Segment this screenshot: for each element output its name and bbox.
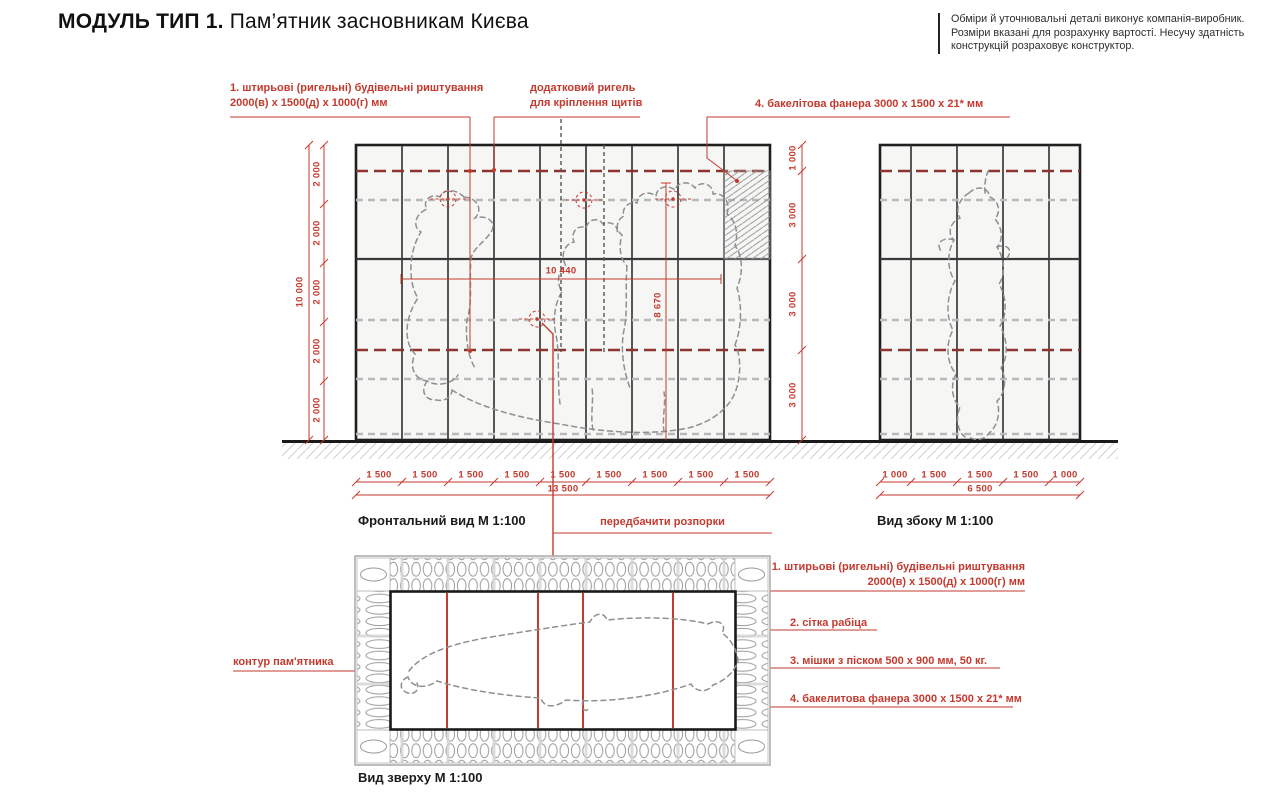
dim-label: 1 000 — [1052, 469, 1078, 481]
module-type-label: МОДУЛЬ ТИП 1. — [58, 10, 224, 33]
callout-scaffold — [230, 81, 483, 111]
dim-label: 1 500 — [734, 469, 760, 481]
note-line: конструкцій розраховує конструктор. — [951, 40, 1135, 52]
dim-label: 1 500 — [596, 469, 622, 481]
top-view-title: Вид зверху М 1:100 — [358, 770, 483, 785]
dim-label: 2 000 — [311, 220, 323, 246]
callout-plywood: 4. бакелітова фанера 3000 x 1500 x 21* мм — [755, 98, 984, 110]
front-view-title: Фронтальний вид М 1:100 — [358, 513, 526, 528]
dim-label: 1 500 — [967, 469, 993, 481]
dim-label: 1 000 — [787, 145, 799, 171]
top-callout-1 — [700, 560, 1025, 590]
plywood-panel — [724, 171, 770, 259]
ground — [282, 442, 1118, 460]
top-callout-2: 2. сітка рабіца — [790, 617, 868, 629]
dim-label: 1 500 — [921, 469, 947, 481]
callout-contour: контур пам'ятника — [233, 656, 334, 668]
front-view — [356, 119, 770, 440]
dim-label: 1 500 — [688, 469, 714, 481]
note-line: Обміри й уточнювальні деталі виконує компанія-виробник. — [951, 13, 1245, 25]
top-callout-1-line1: 1. штирьові (ригельні) будівельні риштування — [771, 561, 1025, 573]
side-view — [880, 145, 1080, 440]
top-callout-4: 4. бакелитова фанера 3000 x 1500 x 21* мм — [790, 693, 1022, 705]
dim-label: 2 000 — [311, 338, 323, 364]
dim-label: 3 000 — [787, 291, 799, 317]
dim-label: 1 500 — [458, 469, 484, 481]
dim-label: 1 500 — [550, 469, 576, 481]
dim-label: 2 000 — [311, 397, 323, 423]
dim-label: 3 000 — [787, 382, 799, 408]
dim-label: 2 000 — [311, 161, 323, 187]
dim-label: 1 500 — [642, 469, 668, 481]
callout-rigel — [530, 81, 642, 111]
note-line: Розміри вказані для розрахунку вартості. Несучу здатність — [951, 26, 1245, 39]
callout-braces: передбачити розпорки — [600, 516, 725, 528]
callout-rigel-line2: для кріплення щитів — [530, 97, 643, 109]
top-callout-1-line2: 2000(в) x 1500(д) x 1000(г) мм — [867, 576, 1025, 588]
module-subtitle: Пам’ятник засновникам Києва — [229, 10, 529, 33]
dim-label-inner-height: 8 670 — [652, 292, 664, 318]
dim-label: 3 000 — [787, 202, 799, 228]
callout-scaffold-line1: 1. штирьові (ригельні) будівельні риштування — [230, 82, 484, 94]
dim-label-total: 10 000 — [294, 276, 306, 308]
callout-rigel-line1: додатковий ригель — [530, 82, 636, 94]
callout-scaffold-line2: 2000(в) x 1500(д) x 1000(г) мм — [230, 97, 388, 109]
dim-label-total: 13 500 — [547, 483, 579, 495]
dim-label: 1 500 — [504, 469, 530, 481]
dim-label: 2 000 — [311, 279, 323, 305]
top-callout-3: 3. мішки з піском 500 x 900 мм, 50 кг. — [790, 655, 988, 667]
dim-label-inner-width: 10 440 — [545, 265, 577, 277]
dim-label: 1 500 — [366, 469, 392, 481]
dim-label: 1 500 — [1013, 469, 1039, 481]
dim-label-total: 6 500 — [967, 483, 993, 495]
side-view-title: Вид збоку М 1:100 — [877, 513, 994, 528]
specification-note — [938, 13, 1244, 54]
page-title — [58, 10, 529, 34]
dim-label: 1 000 — [882, 469, 908, 481]
dim-label: 1 500 — [412, 469, 438, 481]
